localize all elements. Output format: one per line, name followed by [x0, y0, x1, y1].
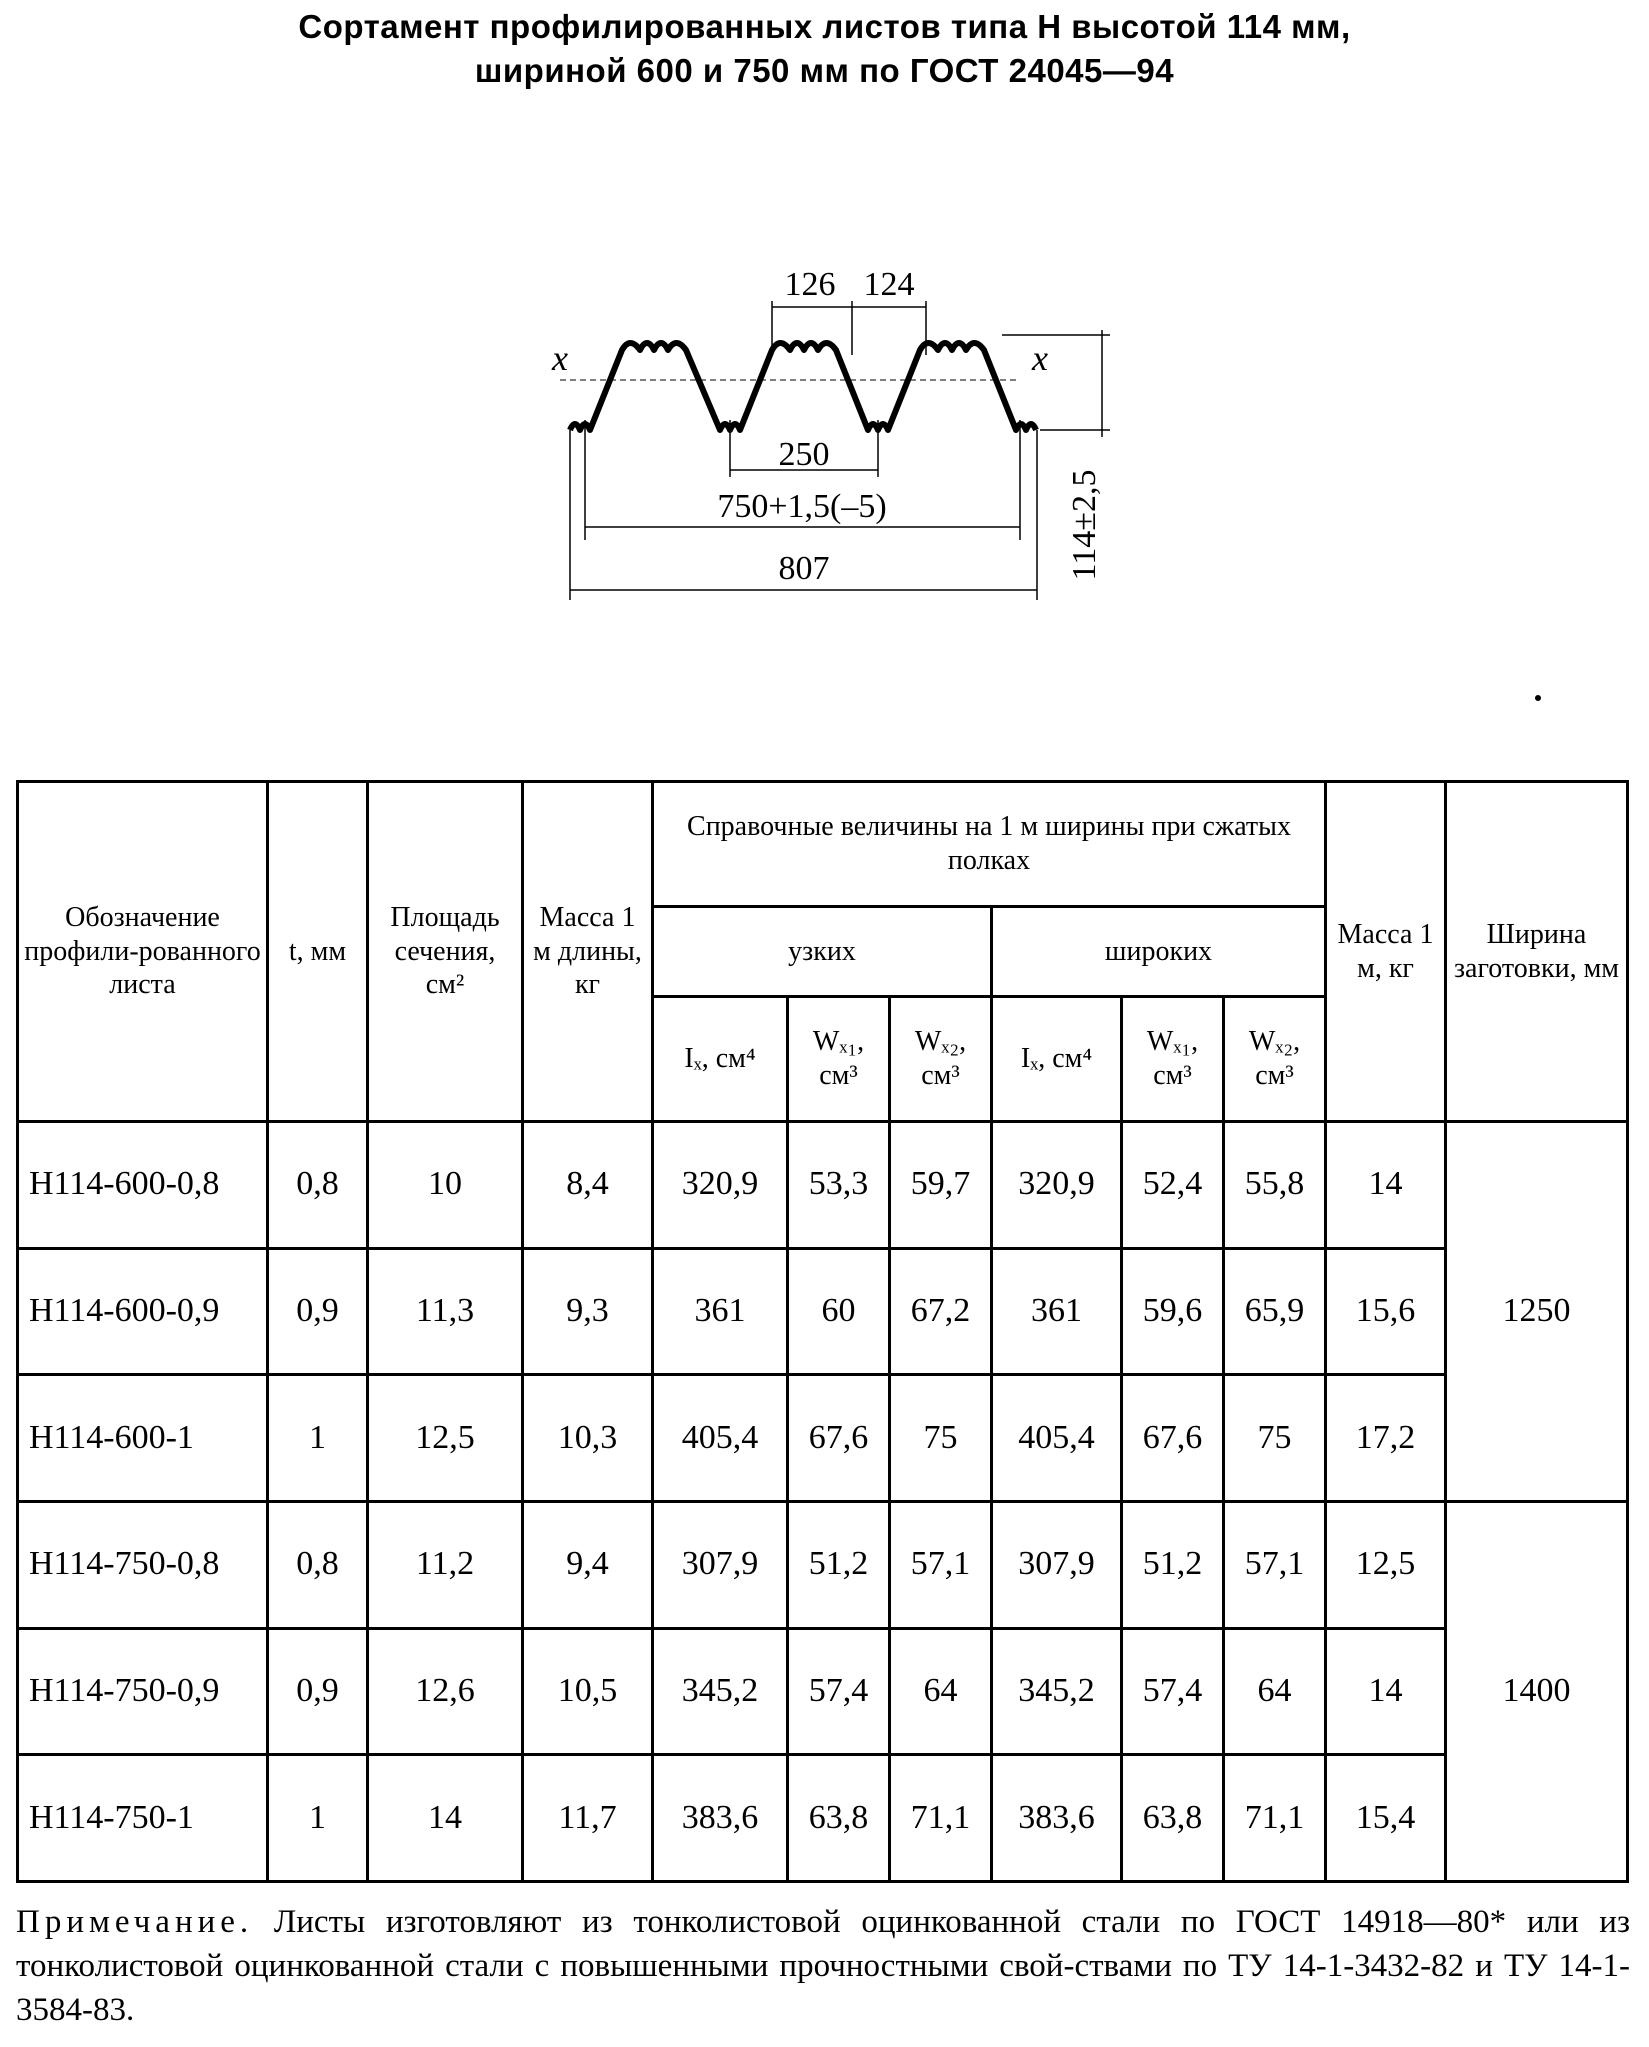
- header-thickness: t, мм: [268, 782, 368, 1122]
- cell-narrow-ix: 345,2: [653, 1628, 788, 1755]
- cell-designation: Н114-600-1: [18, 1375, 268, 1502]
- cell-area: 10: [368, 1122, 523, 1249]
- cell-mass-per-length: 9,4: [523, 1501, 653, 1628]
- scan-speck: [1535, 695, 1541, 701]
- dim-126: 126: [784, 266, 836, 303]
- cell-thickness: 0,9: [268, 1248, 368, 1375]
- table-row: [18, 1501, 1628, 1628]
- cell-wide-wx1: 63,8: [1122, 1755, 1224, 1882]
- cell-mass: 17,2: [1326, 1375, 1446, 1502]
- header-wide-wx2: Wₓ₂, см³: [1224, 997, 1326, 1122]
- header-reference-values: Справочные величины на 1 м ширины при сжатых полках: [653, 782, 1326, 907]
- footnote-text: Листы изготовляют из тонколистовой оцинкованной стали по ГОСТ 14918—80* или из тонколистовой оцинкованной стали с повышенными прочностными свой-ствами по ТУ 14-1-3432-82 и ТУ 14-1-3584-83.: [16, 1904, 1631, 2028]
- cell-wide-ix: 405,4: [992, 1375, 1122, 1502]
- cell-mass: 15,4: [1326, 1755, 1446, 1882]
- cell-wide-ix: 320,9: [992, 1122, 1122, 1249]
- cell-narrow-wx1: 53,3: [788, 1122, 890, 1249]
- cell-narrow-wx2: 57,1: [890, 1501, 992, 1628]
- axis-x-right: x: [1032, 338, 1048, 378]
- cell-narrow-wx1: 57,4: [788, 1628, 890, 1755]
- cell-narrow-ix: 383,6: [653, 1755, 788, 1882]
- cell-mass: 15,6: [1326, 1248, 1446, 1375]
- cell-mass: 12,5: [1326, 1501, 1446, 1628]
- cell-wide-wx1: 67,6: [1122, 1375, 1224, 1502]
- cell-mass-per-length: 11,7: [523, 1755, 653, 1882]
- cell-area: 14: [368, 1755, 523, 1882]
- cell-mass-per-length: 10,3: [523, 1375, 653, 1502]
- header-area: [368, 782, 523, 1122]
- cell-blank-width-750: 1400: [1446, 1501, 1628, 1881]
- dim-750: 750+1,5(–5): [717, 488, 887, 525]
- cell-wide-ix: 307,9: [992, 1501, 1122, 1628]
- cell-thickness: 0,8: [268, 1501, 368, 1628]
- cell-narrow-wx1: 51,2: [788, 1501, 890, 1628]
- cell-area: 11,2: [368, 1501, 523, 1628]
- cell-narrow-wx2: 64: [890, 1628, 992, 1755]
- header-area-unit: см²: [425, 969, 465, 1001]
- profile-section-drawing: [540, 255, 1140, 610]
- header-blank-width: Ширина заготовки, мм: [1446, 782, 1628, 1122]
- cell-thickness: 1: [268, 1755, 368, 1882]
- cell-designation: Н114-750-0,8: [18, 1501, 268, 1628]
- cell-wide-wx1: 57,4: [1122, 1628, 1224, 1755]
- cell-wide-wx2: 64: [1224, 1628, 1326, 1755]
- cell-designation: Н114-750-0,9: [18, 1628, 268, 1755]
- cell-wide-ix: 345,2: [992, 1628, 1122, 1755]
- dim-250: 250: [778, 436, 830, 473]
- header-narrow: узких: [653, 907, 992, 997]
- cell-wide-wx2: 75: [1224, 1375, 1326, 1502]
- cell-wide-wx2: 55,8: [1224, 1122, 1326, 1249]
- cell-blank-width-600: 1250: [1446, 1122, 1628, 1502]
- header-mass: Масса 1 м, кг: [1326, 782, 1446, 1122]
- axis-x-left: x: [552, 338, 568, 378]
- header-narrow-wx2: Wₓ₂, см³: [890, 997, 992, 1122]
- cell-thickness: 0,8: [268, 1122, 368, 1249]
- cell-mass: 14: [1326, 1628, 1446, 1755]
- cell-narrow-ix: 405,4: [653, 1375, 788, 1502]
- table-row: [18, 1755, 1628, 1882]
- cell-narrow-ix: 320,9: [653, 1122, 788, 1249]
- table-row: [18, 1375, 1628, 1502]
- cell-wide-wx2: 65,9: [1224, 1248, 1326, 1375]
- page-title-line-2: шириной 600 и 750 мм по ГОСТ 24045—94: [474, 52, 1175, 89]
- page-title-line-1: Сортамент профилированных листов типа Н высотой 114 мм,: [298, 8, 1351, 45]
- cell-wide-wx2: 71,1: [1224, 1755, 1326, 1882]
- header-wide-wx1: Wₓ₁, см³: [1122, 997, 1224, 1122]
- header-wide: широких: [992, 907, 1326, 997]
- cell-mass-per-length: 9,3: [523, 1248, 653, 1375]
- cell-designation: Н114-750-1: [18, 1755, 268, 1882]
- cell-wide-wx1: 51,2: [1122, 1501, 1224, 1628]
- footnote-label: Примечание.: [16, 1904, 254, 1940]
- header-narrow-wx1: Wₓ₁, см³: [788, 997, 890, 1122]
- header-mass-per-length: Масса 1 м длины, кг: [523, 782, 653, 1122]
- cell-wide-wx1: 52,4: [1122, 1122, 1224, 1249]
- header-narrow-ix: Iₓ, см⁴: [653, 997, 788, 1122]
- cell-wide-ix: 361: [992, 1248, 1122, 1375]
- cell-narrow-wx2: 59,7: [890, 1122, 992, 1249]
- table-row: [18, 1122, 1628, 1249]
- cell-wide-wx1: 59,6: [1122, 1248, 1224, 1375]
- cell-mass-per-length: 10,5: [523, 1628, 653, 1755]
- cell-narrow-wx1: 67,6: [788, 1375, 890, 1502]
- cell-narrow-wx1: 63,8: [788, 1755, 890, 1882]
- dim-124: 124: [863, 266, 915, 303]
- cell-wide-wx2: 57,1: [1224, 1501, 1326, 1628]
- cell-narrow-wx2: 67,2: [890, 1248, 992, 1375]
- cell-narrow-wx2: 75: [890, 1375, 992, 1502]
- cell-wide-ix: 383,6: [992, 1755, 1122, 1882]
- footnote: [16, 1900, 1630, 2032]
- table-row: [18, 1628, 1628, 1755]
- cell-area: 12,5: [368, 1375, 523, 1502]
- cell-narrow-ix: 361: [653, 1248, 788, 1375]
- cell-thickness: 0,9: [268, 1628, 368, 1755]
- header-designation: Обозначение профили-рованного листа: [18, 782, 268, 1122]
- cell-area: 12,6: [368, 1628, 523, 1755]
- cell-narrow-wx1: 60: [788, 1248, 890, 1375]
- header-wide-ix: Iₓ, см⁴: [992, 997, 1122, 1122]
- cell-mass: 14: [1326, 1122, 1446, 1249]
- cell-thickness: 1: [268, 1375, 368, 1502]
- assortment-table: [16, 780, 1629, 1883]
- dim-807: 807: [778, 550, 830, 587]
- cell-area: 11,3: [368, 1248, 523, 1375]
- dim-height: 114±2,5: [1066, 469, 1103, 581]
- cell-mass-per-length: 8,4: [523, 1122, 653, 1249]
- cell-narrow-wx2: 71,1: [890, 1755, 992, 1882]
- table-row: [18, 1248, 1628, 1375]
- cell-narrow-ix: 307,9: [653, 1501, 788, 1628]
- cell-designation: Н114-600-0,9: [18, 1248, 268, 1375]
- header-area-label: Площадь сечения,: [390, 902, 500, 967]
- cell-designation: Н114-600-0,8: [18, 1122, 268, 1249]
